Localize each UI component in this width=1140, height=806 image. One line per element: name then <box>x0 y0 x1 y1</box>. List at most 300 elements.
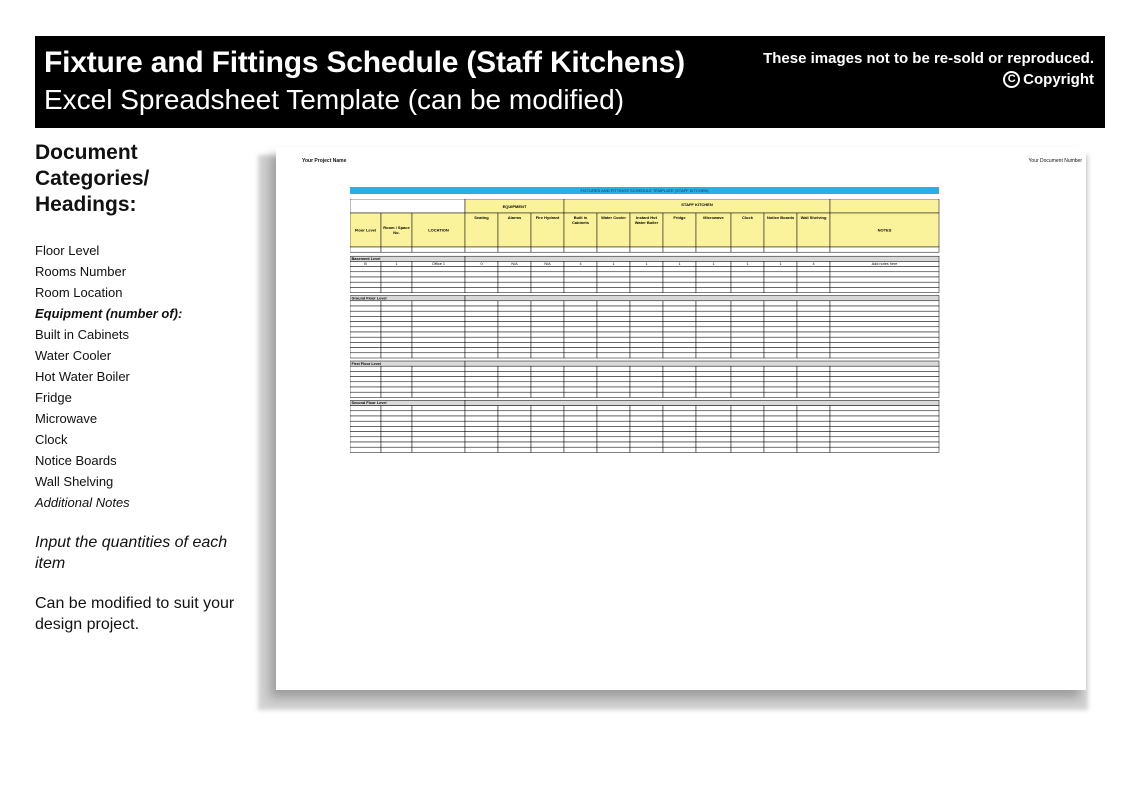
table-cell <box>498 432 531 437</box>
table-cell <box>630 353 663 358</box>
table-cell <box>764 272 797 277</box>
table-cell <box>412 327 465 332</box>
table-cell <box>731 342 764 347</box>
table-cell <box>764 382 797 387</box>
table-cell <box>797 353 830 358</box>
notes-group-header <box>830 199 939 213</box>
sample-cell-value: Office 1 <box>431 262 446 267</box>
table-cell <box>764 421 797 426</box>
table-cell <box>764 411 797 416</box>
table-cell <box>564 287 597 292</box>
table-cell <box>531 267 564 272</box>
table-cell <box>350 311 381 316</box>
table-cell <box>498 406 531 411</box>
table-cell <box>797 311 830 316</box>
table-cell <box>630 277 663 282</box>
table-cell <box>797 287 830 292</box>
table-cell <box>465 277 498 282</box>
table-cell <box>465 282 498 287</box>
table-cell <box>731 387 764 392</box>
copyright-line <box>1003 70 1094 89</box>
copyright-icon: C <box>1003 71 1020 88</box>
section-label: Ground Floor Level <box>351 296 387 301</box>
table-cell <box>531 322 564 327</box>
table-cell <box>381 416 412 421</box>
spacer-cell <box>531 247 564 252</box>
table-cell <box>381 371 412 376</box>
table-cell <box>663 322 696 327</box>
table-cell <box>731 327 764 332</box>
table-cell <box>412 322 465 327</box>
table-cell <box>531 442 564 447</box>
table-cell <box>381 432 412 437</box>
table-cell <box>412 366 465 371</box>
table-cell <box>764 342 797 347</box>
table-cell <box>498 327 531 332</box>
table-cell <box>465 342 498 347</box>
table-cell <box>465 432 498 437</box>
table-cell <box>630 282 663 287</box>
table-cell <box>696 277 731 282</box>
table-cell <box>830 371 939 376</box>
table-cell <box>630 411 663 416</box>
table-cell <box>465 392 498 397</box>
table-cell <box>830 272 939 277</box>
table-cell <box>764 327 797 332</box>
table-cell <box>597 387 630 392</box>
spacer-cell <box>797 247 830 252</box>
table-cell <box>764 377 797 382</box>
table-cell <box>663 311 696 316</box>
table-cell <box>381 287 412 292</box>
table-cell <box>412 272 465 277</box>
table-cell <box>350 392 381 397</box>
table-cell <box>350 272 381 277</box>
category-item: Notice Boards <box>35 453 117 468</box>
table-cell <box>350 342 381 347</box>
table-cell <box>731 301 764 306</box>
table-cell <box>830 277 939 282</box>
table-cell <box>764 348 797 353</box>
column-header-label: Cabinets <box>572 220 589 225</box>
table-cell <box>498 311 531 316</box>
table-cell <box>797 342 830 347</box>
table-cell <box>564 447 597 452</box>
table-cell <box>597 306 630 311</box>
table-cell <box>696 426 731 431</box>
table-cell <box>830 437 939 442</box>
sample-cell-value: 4 <box>812 262 815 267</box>
table-cell <box>597 406 630 411</box>
category-item: Built in Cabinets <box>35 327 129 342</box>
table-cell <box>731 371 764 376</box>
table-cell <box>381 301 412 306</box>
table-title-bar: FIXTURES AND FITTINGS SCHEDULE TEMPLATE (STAFF KITCHEN) <box>350 187 939 194</box>
table-cell <box>465 348 498 353</box>
table-cell <box>797 277 830 282</box>
table-cell <box>531 406 564 411</box>
section-label: Second Floor Level <box>351 401 387 406</box>
table-cell <box>764 392 797 397</box>
table-cell <box>412 301 465 306</box>
table-cell <box>412 416 465 421</box>
table-cell <box>663 371 696 376</box>
table-cell <box>764 337 797 342</box>
table-cell <box>465 426 498 431</box>
table-cell <box>663 306 696 311</box>
table-cell <box>564 316 597 321</box>
table-cell <box>797 337 830 342</box>
table-cell <box>412 282 465 287</box>
table-cell <box>531 277 564 282</box>
table-cell <box>630 327 663 332</box>
table-cell <box>630 377 663 382</box>
table-cell <box>696 342 731 347</box>
table-cell <box>412 311 465 316</box>
sample-cell-value: 1 <box>712 262 715 267</box>
table-cell <box>350 267 381 272</box>
section-header-fill <box>465 256 939 261</box>
table-cell <box>797 437 830 442</box>
table-cell <box>764 267 797 272</box>
copyright-label: Copyright <box>1023 71 1094 88</box>
table-cell <box>531 287 564 292</box>
table-cell <box>465 306 498 311</box>
table-cell <box>498 426 531 431</box>
table-cell <box>412 447 465 452</box>
table-cell <box>597 447 630 452</box>
column-header-label: Fire Hydrant <box>535 215 560 220</box>
table-cell <box>597 337 630 342</box>
column-header-label: Instant Hot <box>636 215 657 220</box>
table-cell <box>663 382 696 387</box>
table-cell <box>764 332 797 337</box>
table-cell <box>465 272 498 277</box>
sample-cell-value: B <box>364 262 367 267</box>
table-cell <box>630 437 663 442</box>
table-cell <box>465 421 498 426</box>
table-cell <box>350 406 381 411</box>
table-cell <box>564 416 597 421</box>
table-cell <box>381 411 412 416</box>
table-cell <box>531 432 564 437</box>
table-cell <box>531 421 564 426</box>
table-cell <box>731 416 764 421</box>
table-cell <box>630 421 663 426</box>
table-cell <box>350 411 381 416</box>
table-cell <box>663 406 696 411</box>
table-cell <box>663 348 696 353</box>
table-cell <box>797 416 830 421</box>
table-cell <box>696 322 731 327</box>
table-cell <box>797 392 830 397</box>
table-cell <box>797 267 830 272</box>
table-cell <box>731 366 764 371</box>
table-cell <box>630 371 663 376</box>
table-cell <box>597 301 630 306</box>
table-cell <box>597 442 630 447</box>
table-cell <box>381 332 412 337</box>
spacer-cell <box>498 247 531 252</box>
table-cell <box>663 432 696 437</box>
sample-cell-value: 1 <box>678 262 681 267</box>
table-cell <box>412 406 465 411</box>
table-cell <box>564 332 597 337</box>
table-cell <box>731 267 764 272</box>
table-cell <box>381 447 412 452</box>
table-cell <box>630 267 663 272</box>
table-cell <box>731 306 764 311</box>
table-cell <box>830 432 939 437</box>
table-cell <box>731 421 764 426</box>
sample-cell-value: 1 <box>645 262 648 267</box>
column-header-label: NOTES <box>877 227 892 233</box>
table-cell <box>663 277 696 282</box>
sample-cell-value: 0 <box>480 262 483 267</box>
table-cell <box>498 416 531 421</box>
table-cell <box>630 366 663 371</box>
table-cell <box>531 353 564 358</box>
table-cell <box>350 416 381 421</box>
table-cell <box>350 327 381 332</box>
table-cell <box>412 421 465 426</box>
table-cell <box>531 377 564 382</box>
sample-cell-value: 1 <box>746 262 749 267</box>
table-cell <box>696 437 731 442</box>
spacer-cell <box>630 247 663 252</box>
table-cell <box>764 322 797 327</box>
table-cell <box>412 267 465 272</box>
table-cell <box>696 421 731 426</box>
category-item: Floor Level <box>35 243 100 258</box>
spacer-cell <box>465 247 498 252</box>
category-item: Additional Notes <box>35 495 130 510</box>
table-cell <box>663 267 696 272</box>
column-header-label: Floor Level <box>354 227 377 233</box>
table-cell <box>663 301 696 306</box>
table-cell <box>797 432 830 437</box>
header-blank-cell <box>350 199 465 213</box>
table-cell <box>350 301 381 306</box>
table-cell <box>381 382 412 387</box>
sample-cell-value: Add notes here <box>871 262 898 267</box>
table-cell <box>531 348 564 353</box>
table-cell <box>564 322 597 327</box>
table-cell <box>350 421 381 426</box>
table-cell <box>597 437 630 442</box>
table-cell <box>350 316 381 321</box>
table-cell <box>350 306 381 311</box>
table-cell <box>597 366 630 371</box>
table-cell <box>597 371 630 376</box>
column-header-label: Alarms <box>507 215 522 220</box>
table-cell <box>830 377 939 382</box>
table-cell <box>498 306 531 311</box>
table-cell <box>564 366 597 371</box>
table-cell <box>564 432 597 437</box>
table-cell <box>797 406 830 411</box>
table-cell <box>731 426 764 431</box>
table-cell <box>465 406 498 411</box>
table-cell <box>663 272 696 277</box>
table-cell <box>663 387 696 392</box>
sidebar-heading: Document Categories/ Headings: <box>35 141 150 216</box>
table-cell <box>696 306 731 311</box>
table-cell <box>797 442 830 447</box>
table-cell <box>531 387 564 392</box>
table-cell <box>663 287 696 292</box>
table-cell <box>696 432 731 437</box>
table-cell <box>412 411 465 416</box>
table-cell <box>830 342 939 347</box>
table-cell <box>350 377 381 382</box>
sample-cell-value: N/A <box>511 262 518 267</box>
table-cell <box>498 282 531 287</box>
table-cell <box>350 432 381 437</box>
table-cell <box>830 287 939 292</box>
table-cell <box>731 316 764 321</box>
table-cell <box>731 442 764 447</box>
table-cell <box>696 348 731 353</box>
spreadsheet-preview <box>276 147 1086 690</box>
table-cell <box>830 382 939 387</box>
table-cell <box>412 306 465 311</box>
table-cell <box>764 287 797 292</box>
table-cell <box>498 277 531 282</box>
table-cell <box>465 327 498 332</box>
table-cell <box>696 416 731 421</box>
table-cell <box>797 366 830 371</box>
table-cell <box>696 337 731 342</box>
table-cell <box>630 432 663 437</box>
table-cell <box>531 282 564 287</box>
table-cell <box>381 442 412 447</box>
table-cell <box>381 437 412 442</box>
table-cell <box>350 348 381 353</box>
table-cell <box>350 282 381 287</box>
table-cell <box>830 421 939 426</box>
table-cell <box>381 282 412 287</box>
column-header-label: Microwave <box>703 215 724 220</box>
table-cell <box>764 282 797 287</box>
table-cell <box>564 306 597 311</box>
column-header-label: No. <box>393 230 400 235</box>
category-item: Room Location <box>35 285 123 300</box>
table-cell <box>465 416 498 421</box>
table-cell <box>465 311 498 316</box>
table-cell <box>630 322 663 327</box>
table-cell <box>498 371 531 376</box>
document-number-label: Your Document Number <box>1028 158 1082 164</box>
table-cell <box>696 442 731 447</box>
table-cell <box>381 277 412 282</box>
table-cell <box>498 272 531 277</box>
table-cell <box>597 416 630 421</box>
sample-cell-value: 1 <box>395 262 398 267</box>
table-cell <box>465 267 498 272</box>
table-cell <box>350 387 381 392</box>
table-cell <box>381 353 412 358</box>
table-cell <box>381 366 412 371</box>
table-cell <box>412 426 465 431</box>
table-cell <box>630 301 663 306</box>
copyright-notice <box>763 49 1094 89</box>
table-cell <box>531 366 564 371</box>
table-cell <box>465 447 498 452</box>
table-cell <box>630 316 663 321</box>
table-cell <box>696 301 731 306</box>
table-cell <box>412 437 465 442</box>
table-cell <box>764 277 797 282</box>
table-cell <box>830 267 939 272</box>
table-cell <box>597 426 630 431</box>
spacer-cell <box>350 247 381 252</box>
table-cell <box>531 337 564 342</box>
table-cell <box>797 411 830 416</box>
table-cell <box>381 348 412 353</box>
table-cell <box>381 316 412 321</box>
table-cell <box>830 426 939 431</box>
category-item: Equipment (number of): <box>35 306 183 321</box>
equipment-group-label: EQUIPMENT <box>502 204 527 209</box>
table-cell <box>564 371 597 376</box>
table-cell <box>564 377 597 382</box>
table-cell <box>663 342 696 347</box>
table-cell <box>663 416 696 421</box>
table-cell <box>465 382 498 387</box>
table-cell <box>498 353 531 358</box>
table-cell <box>564 327 597 332</box>
table-cell <box>564 277 597 282</box>
table-cell <box>498 348 531 353</box>
table-cell <box>696 353 731 358</box>
table-cell <box>597 316 630 321</box>
table-cell <box>465 437 498 442</box>
spacer-cell <box>731 247 764 252</box>
table-cell <box>564 342 597 347</box>
table-cell <box>731 282 764 287</box>
table-cell <box>764 306 797 311</box>
table-cell <box>630 382 663 387</box>
table-cell <box>381 272 412 277</box>
table-cell <box>531 411 564 416</box>
table-cell <box>830 282 939 287</box>
table-cell <box>597 392 630 397</box>
table-cell <box>381 426 412 431</box>
column-header-label: Notice Boards <box>766 215 795 220</box>
table-cell <box>797 332 830 337</box>
table-cell <box>597 348 630 353</box>
table-cell <box>465 353 498 358</box>
table-cell <box>597 342 630 347</box>
table-cell <box>350 337 381 342</box>
table-cell <box>797 447 830 452</box>
table-cell <box>564 387 597 392</box>
table-cell <box>381 327 412 332</box>
table-cell <box>663 437 696 442</box>
table-cell <box>630 406 663 411</box>
table-cell <box>412 348 465 353</box>
table-cell <box>564 267 597 272</box>
table-cell <box>498 382 531 387</box>
table-cell <box>830 332 939 337</box>
table-cell <box>830 301 939 306</box>
table-cell <box>597 421 630 426</box>
table-cell <box>350 332 381 337</box>
table-cell <box>830 327 939 332</box>
table-cell <box>498 342 531 347</box>
table-cell <box>797 272 830 277</box>
